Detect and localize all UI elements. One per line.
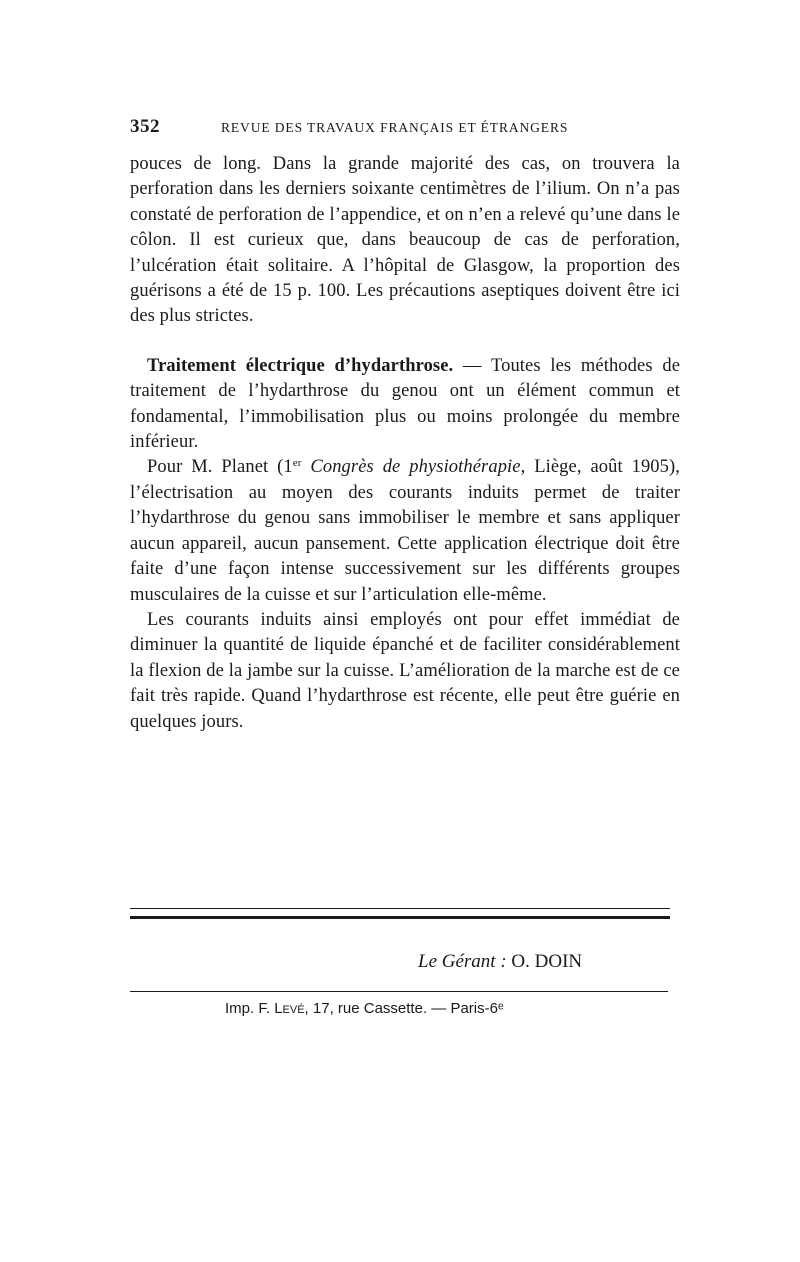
printer-imprint: [225, 1000, 504, 1017]
paragraph-planet-rest: , Liège, août 1905), l’électrisation au moyen des courants induits permet de traiter l’hydarthrose du genou sans immobiliser le membre et sans appliquer aucun appareil, aucun pansement. Cette application électrique doit être faite d’une façon intense successivement sur les différents groupes musculaires de la cuisse et sur l’articulation elle-même.: [130, 457, 680, 605]
gerant-line: [418, 951, 582, 973]
imprint-printer-name: Levé: [274, 1000, 305, 1017]
page-number: 352: [130, 116, 160, 137]
single-rule-divider: [130, 991, 668, 992]
imprint-start: Imp. F.: [225, 1000, 275, 1017]
congress-title: Congrès de physiothérapie: [301, 457, 521, 478]
gerant-label: Le Gérant :: [418, 951, 507, 972]
section-paragraph: [130, 354, 680, 456]
running-head: REVUE DES TRAVAUX FRANÇAIS ET ÉTRANGERS: [221, 120, 569, 135]
section-text: — Toutes les méthodes de traitement de l’hydarthrose du genou ont un élément commun et fondamental, l’immobilisation plus ou moins prolongée du membre inférieur.: [130, 355, 680, 453]
double-rule-divider: [130, 908, 670, 919]
paragraph-continued: pouces de long. Dans la grande majorité des cas, on trouvera la perforation dans les derniers soixante centimètres de l’ilium. On n’a pas constaté de perforation de l’appendice, et on n’en a relevé qu’une dans le côlon. Il est curieux que, dans beaucoup de cas de perforation, l’ulcération était solitaire. A l’hôpital de Glasgow, la proportion des guérisons a été de 15 p. 100. Les précautions aseptiques doivent être ici des plus strictes.: [130, 154, 680, 327]
paragraph-effects: Les courants induits ainsi employés ont pour effet immédiat de diminuer la quantité de liquide épanché et de faciliter considérablement la flexion de la jambe sur la cuisse. L’amélioration de la marche est de ce fait très rapide. Quand l’hydarthrose est récente, elle peut être guérie en quelques jours.: [130, 609, 680, 732]
imprint-address: , 17, rue Cassette. — Paris-6ᵉ: [304, 1000, 504, 1017]
paragraph-planet-start: Pour M. Planet (1: [147, 457, 293, 478]
main-text: [130, 152, 680, 735]
gerant-name: O. DOIN: [506, 951, 583, 972]
ordinal-superscript: er: [292, 457, 302, 470]
section-title: Traitement électrique d’hydarthrose.: [147, 355, 454, 376]
paragraph-planet: [130, 455, 680, 607]
page-header: [130, 116, 680, 142]
